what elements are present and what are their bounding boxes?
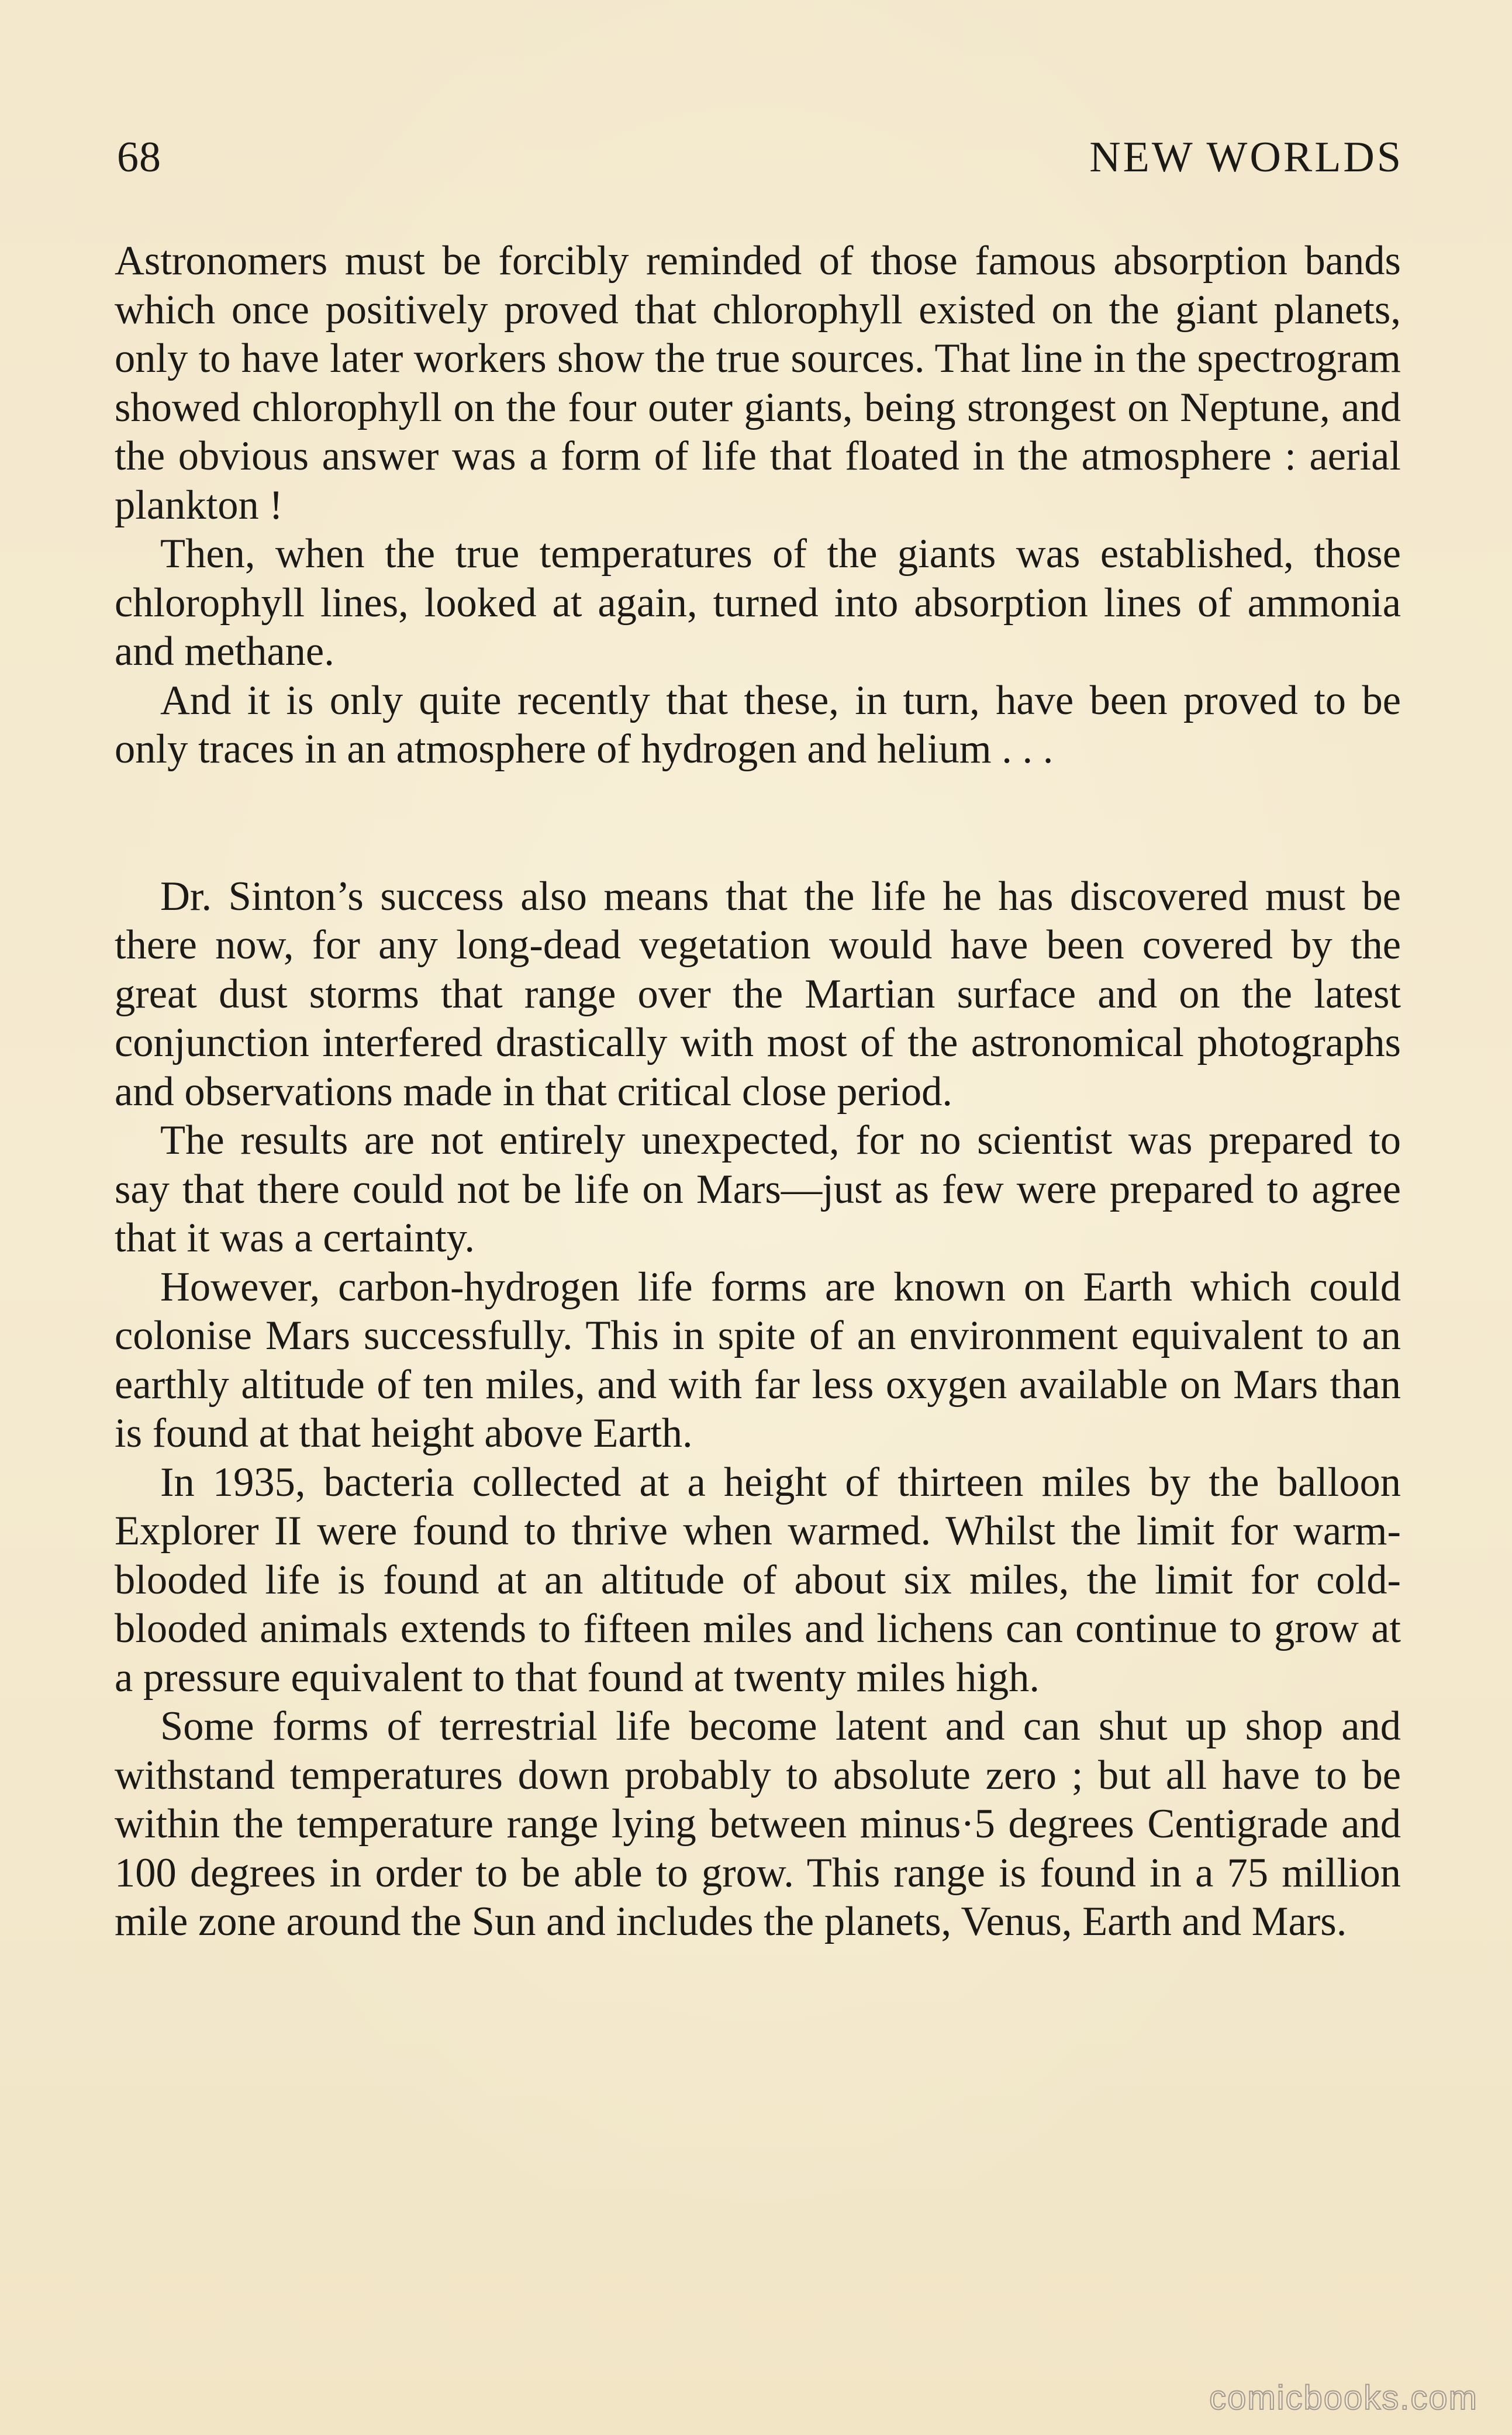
paragraph: However, carbon-hydrogen life forms are known on Earth which could colonise Mars successfully. This in spite of an environment equivalent to an earthly altitude of ten miles, and with far less oxygen available on Mars than is found at that height above Earth. — [115, 1264, 1401, 1456]
paragraph: The results are not entirely unexpected, for no scientist was prepared to say that there could not be life on Mars—just as few were prepared to agree that it was a certainty. — [115, 1118, 1401, 1261]
page-header — [117, 133, 1403, 200]
watermark: comicbooks.com — [1209, 2379, 1478, 2417]
paragraph: Dr. Sinton’s success also means that the life he has discovered must be there now, for any long-dead vegetation would have been covered by the great dust storms that range over the Martian surface and on the latest conjunction interfered drastically with most of the astronomical photographs and observations made in that critical close period. — [115, 873, 1401, 1115]
paragraph: Astronomers must be forcibly reminded of those famous absorption bands which once positively proved that chlorophyll existed on the giant planets, only to have later workers show the true sources. That line in the spectrogram showed chlorophyll on the four outer giants, being strongest on Neptune, and the obvious answer was a form of life that floated in the atmosphere : aerial plankton ! — [115, 238, 1401, 528]
paragraph: And it is only quite recently that these, in turn, have been proved to be only traces in an atmosphere of hydrogen and helium . . . — [115, 677, 1401, 772]
body-text — [115, 237, 1401, 1947]
page-number: 68 — [117, 133, 161, 181]
section-break — [115, 774, 1401, 872]
paragraph: In 1935, bacteria collected at a height of thirteen miles by the balloon Explorer II were found to thrive when warmed. Whilst the limit for warm-blooded life is found at an altitude of about six miles, the limit for cold-blooded animals extends to fifteen miles and lichens can continue to grow at a pressure equivalent to that found at twenty miles high. — [115, 1459, 1401, 1701]
running-head: NEW WORLDS — [1089, 133, 1403, 181]
paragraph: Then, when the true temperatures of the giants was established, those chlorophyll lines, looked at again, turned into absorption lines of ammonia and methane. — [115, 531, 1401, 674]
paragraph: Some forms of terrestrial life become latent and can shut up shop and withstand temperatures down probably to absolute zero ; but all have to be within the temperature range lying between minus·5 degrees Centigrade and 100 degrees in order to be able to grow. This range is found in a 75 million mile zone around the Sun and includes the planets, Venus, Earth and Mars. — [115, 1703, 1401, 1944]
